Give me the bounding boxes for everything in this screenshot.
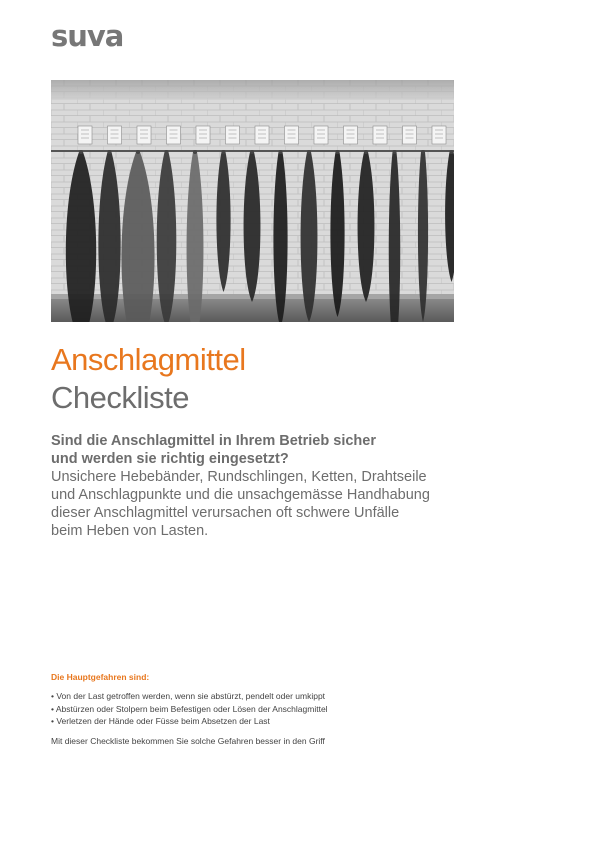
- wall-hook: [193, 150, 197, 154]
- wall-hook: [165, 150, 169, 154]
- wall-sign: [167, 126, 181, 144]
- list-item: • Von der Last getroffen werden, wenn sie abstürzt, pendelt oder umkippt: [51, 690, 328, 703]
- closing-note: Mit dieser Checkliste bekommen Sie solche Gefahren besser in den Griff: [51, 736, 325, 746]
- wall-sign: [196, 126, 210, 144]
- photo-slings-hanging-on-wall: [51, 80, 454, 322]
- wall-hook: [136, 150, 140, 154]
- photo-illustration: [51, 80, 454, 322]
- wall-hook: [79, 150, 83, 154]
- wall-sign: [137, 126, 151, 144]
- hazards-list: [51, 690, 328, 728]
- hazards-heading: Die Hauptgefahren sind:: [51, 672, 150, 682]
- lead-question: Sind die Anschlagmittel in Ihrem Betrieb sicher und werden sie richtig eingesetzt?: [51, 433, 376, 467]
- wall-sign: [373, 126, 387, 144]
- wall-sign: [226, 126, 240, 144]
- wall-hook: [108, 150, 112, 154]
- lead-text: Unsichere Hebebänder, Rundschlingen, Ketten, Drahtseile und Anschlagpunkte und die unsachgemässe Handhabung dieser Anschlagmittel verursachen oft schwere Unfälle beim Heben von Lasten.: [51, 469, 430, 539]
- wall-hook: [336, 150, 340, 154]
- list-item: • Verletzen der Hände oder Füsse beim Absetzen der Last: [51, 715, 328, 728]
- wall-sign: [432, 126, 446, 144]
- list-item: • Abstürzen oder Stolpern beim Befestigen oder Lösen der Anschlagmittel: [51, 703, 328, 716]
- wall-hook: [250, 150, 254, 154]
- suva-logo: suva: [51, 19, 124, 53]
- page-subtitle: Checkliste: [51, 380, 189, 415]
- wall-hook: [421, 150, 425, 154]
- wall-sign: [78, 126, 92, 144]
- wall-hook: [279, 150, 283, 154]
- wall-sign: [108, 126, 122, 144]
- wall-hook: [364, 150, 368, 154]
- page-title: Anschlagmittel: [51, 342, 246, 377]
- wall-sign: [255, 126, 269, 144]
- wall-hook: [393, 150, 397, 154]
- wall-sign: [403, 126, 417, 144]
- wall-sign: [285, 126, 299, 144]
- wall-sign: [344, 126, 358, 144]
- wall-hook: [222, 150, 226, 154]
- wall-sign: [314, 126, 328, 144]
- wall-hook: [307, 150, 311, 154]
- wall-hook: [450, 150, 454, 154]
